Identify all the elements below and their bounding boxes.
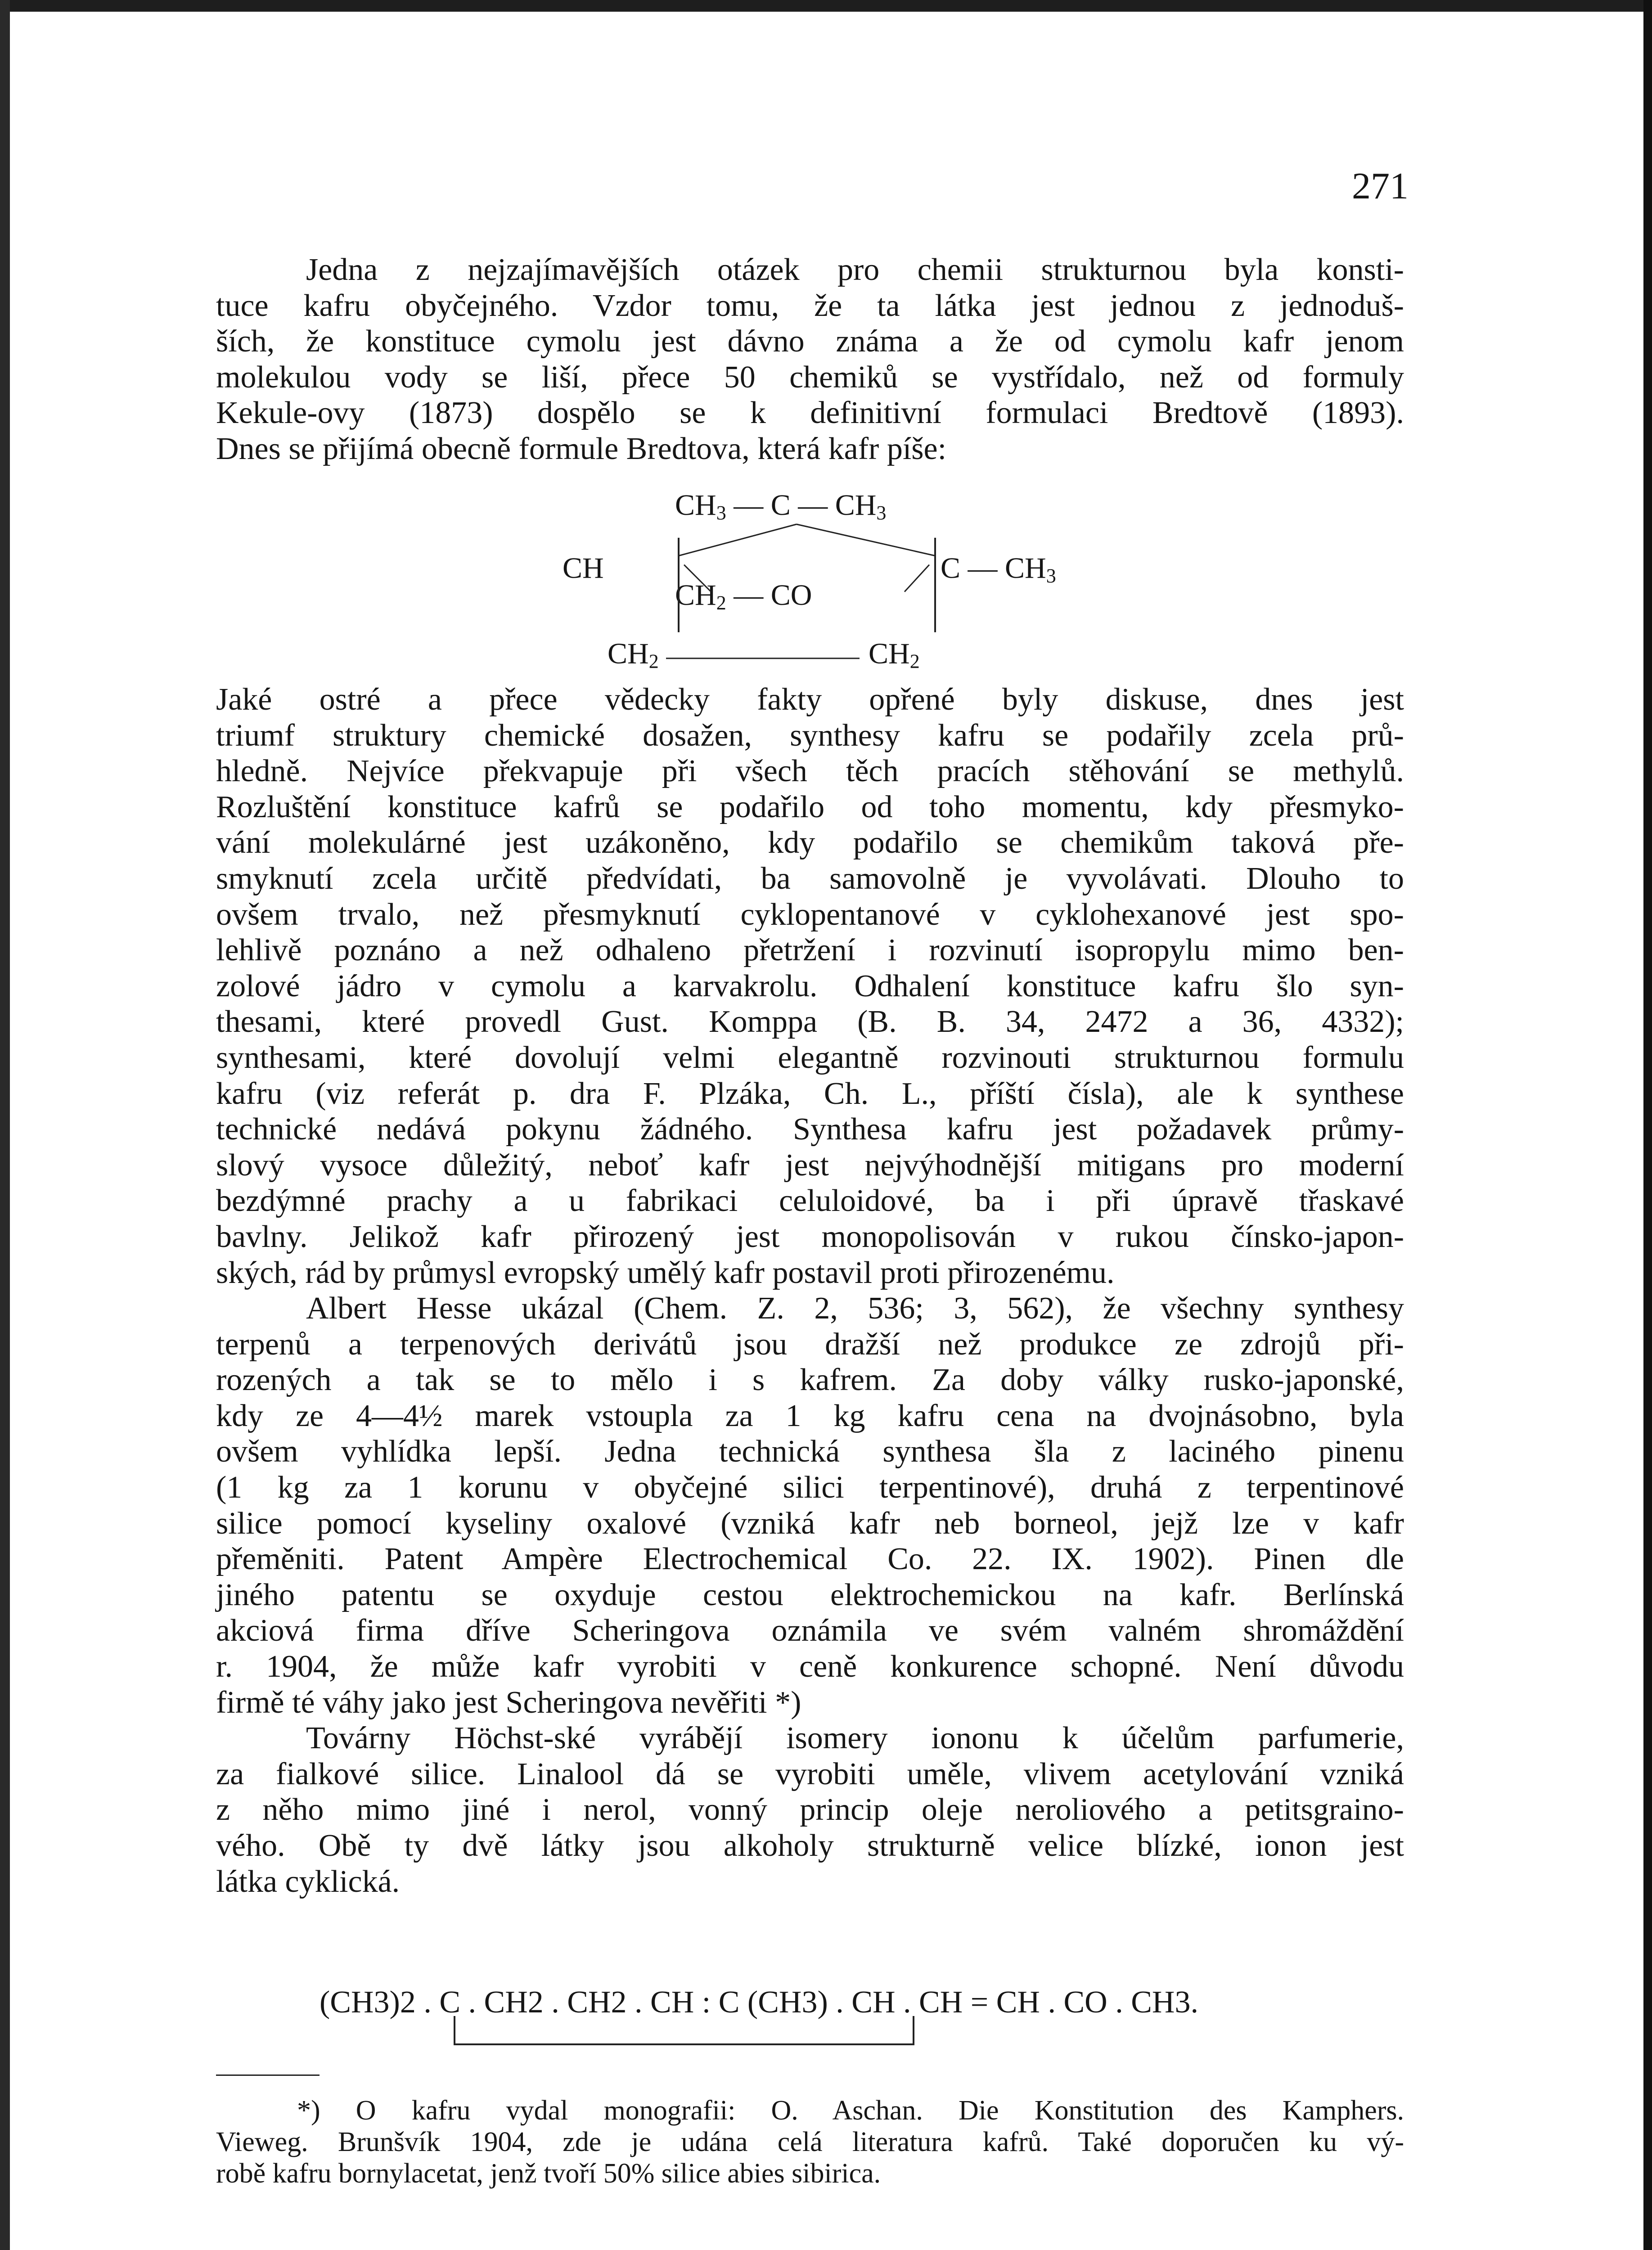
body-text-continued <box>216 682 1404 1899</box>
footnote-divider <box>216 2074 320 2076</box>
text-line: triumf struktury chemické dosažen, synthesy kafru se podařily zcela prů- <box>216 718 1404 753</box>
formula-bottom-left: $CH_2$ <box>608 637 659 672</box>
page-number: 271 <box>1352 165 1409 207</box>
paragraph-2 <box>216 682 1404 1291</box>
formula-bridge: $CH_2$ — CO <box>675 579 812 614</box>
formula-top: $CH_3$ — C — $CH_3$ <box>675 489 887 524</box>
scan-border-top <box>0 0 1652 12</box>
text-line: Vieweg. Brunšvík 1904, zde je udána celá literatura kafrů. Také doporučen ku vý- <box>216 2127 1404 2157</box>
text-line: Rozluštění konstituce kafrů se podařilo od toho momentu, kdy přesmyko- <box>216 789 1404 824</box>
text-line: kdy ze 4—4½ marek vstoupla za 1 kg kafru cena na dvojnásobno, byla <box>216 1398 1404 1433</box>
text-line: silice pomocí kyseliny oxalové (vzniká kafr neb borneol, jejž lze v kafr <box>216 1506 1404 1541</box>
body-text <box>216 252 1404 467</box>
text-line: rozených a tak se to mělo i s kafrem. Za doby války rusko-japonské, <box>216 1363 1404 1398</box>
formula-bottom-right: $CH_2$ <box>869 637 920 672</box>
text-line: lehlivě poznáno a než odhaleno přetržení i rozvinutí isopropylu mimo ben- <box>216 933 1404 968</box>
text-line: za fialkové silice. Linalool dá se vyrobiti uměle, vlivem acetylování vzniká <box>216 1756 1404 1791</box>
paragraph-3 <box>216 1291 1404 1720</box>
text-line: bezdýmné prachy a u fabrikaci celuloidové, ba i při úpravě třaskavé <box>216 1184 1404 1219</box>
text-line: Jedna z nejzajímavějších otázek pro chemii strukturnou byla konsti- <box>306 252 1404 287</box>
text-line: zolové jádro v cymolu a karvakrolu. Odhalení konstituce kafru šlo syn- <box>216 968 1404 1004</box>
text-line: látka cyklická. <box>216 1864 400 1899</box>
text-line: ovšem vyhlídka lepší. Jedna technická synthesa šla z laciného pinenu <box>216 1434 1404 1469</box>
text-line: vého. Obě ty dvě látky jsou alkoholy strukturně velice blízké, ionon jest <box>216 1828 1404 1863</box>
text-line: molekulou vody se liší, přece 50 chemiků se vystřídalo, než od formuly <box>216 360 1404 395</box>
text-line: (1 kg za 1 korunu v obyčejné silici terpentinové), druhá z terpentinové <box>216 1470 1404 1505</box>
text-line: technické nedává pokynu žádného. Synthesa kafru jest požadavek průmy- <box>216 1112 1404 1147</box>
text-line: hledně. Nejvíce překvapuje při všech těch pracích stěhování se methylů. <box>216 754 1404 789</box>
text-line: slový vysoce důležitý, neboť kafr jest nejvýhodnější mitigans pro moderní <box>216 1148 1404 1183</box>
linalool-formula: (CH3)2 . C . CH2 . CH2 . CH : C (CH3) . CH . CH = CH . CO . CH3. <box>320 1985 1198 2020</box>
footnote-paragraph <box>216 2095 1404 2189</box>
text-line: Jaké ostré a přece vědecky fakty opřené byly diskuse, dnes jest <box>216 682 1404 717</box>
text-line: *) O kafru vydal monografii: O. Aschan. Die Konstitution des Kamphers. <box>297 2095 1404 2126</box>
text-line: terpenů a terpenových derivátů jsou dražší než produkce ze zdrojů při- <box>216 1327 1404 1362</box>
text-line: ších, že konstituce cymolu jest dávno známa a že od cymolu kafr jenom <box>216 324 1404 359</box>
text-line: vání molekulárné jest uzákoněno, kdy podařilo se chemikům taková pře- <box>216 825 1404 860</box>
formula-right: C — $CH_3$ <box>941 552 1056 587</box>
text-line: Kekule-ovy (1873) dospělo se k definitivní formulaci Bredtově (1893). <box>216 396 1404 431</box>
text-line: přeměniti. Patent Ampère Electrochemical Co. 22. IX. 1902). Pinen dle <box>216 1542 1404 1577</box>
text-line: z něho mimo jiné i nerol, vonný princip oleje neroliového a petitsgraino- <box>216 1792 1404 1827</box>
scan-border-left <box>0 0 10 2250</box>
text-line: bavlny. Jelikož kafr přirozený jest monopolisován v rukou čínsko-japon- <box>216 1219 1404 1254</box>
paragraph-4 <box>216 1720 1404 1899</box>
text-line: Albert Hesse ukázal (Chem. Z. 2, 536; 3, 562), že všechny synthesy <box>306 1291 1404 1326</box>
footnote <box>216 2095 1404 2189</box>
formula-left-ch: CH <box>563 552 604 585</box>
scan-border-right <box>1643 0 1652 2250</box>
text-line: jiného patentu se oxyduje cestou elektrochemickou na kafr. Berlínská <box>216 1577 1404 1612</box>
text-line: Továrny Höchst-ské vyrábějí isomery iononu k účelům parfumerie, <box>306 1721 1404 1756</box>
text-line: robě kafru bornylacetat, jenž tvoří 50% silice abies sibirica. <box>216 2158 881 2189</box>
text-line: thesami, které provedl Gust. Komppa (B. B. 34, 2472 a 36, 4332); <box>216 1004 1404 1040</box>
text-line: kafru (viz referát p. dra F. Plzáka, Ch. L., příští čísla), ale k synthese <box>216 1076 1404 1111</box>
paragraph-1 <box>216 252 1404 467</box>
formula-bonds <box>563 488 1148 686</box>
text-line: ovšem trvalo, než přesmyknutí cyklopentanové v cyklohexanové jest spo- <box>216 897 1404 932</box>
text-line: smyknutí zcela určitě předvídati, ba samovolně je vyvolávati. Dlouho to <box>216 861 1404 896</box>
text-line: ských, rád by průmysl evropský umělý kafr postavil proti přirozenému. <box>216 1255 1115 1290</box>
text-line: akciová firma dříve Scheringova oznámila ve svém valném shromáždění <box>216 1613 1404 1648</box>
text-line: r. 1904, že může kafr vyrobiti v ceně konkurence schopné. Není důvodu <box>216 1649 1404 1684</box>
text-line: Dnes se přijímá obecně formule Bredtova, která kafr píše: <box>216 431 947 466</box>
text-line: tuce kafru obyčejného. Vzdor tomu, že ta látka jest jednou z jednoduš- <box>216 288 1404 323</box>
camphor-structural-formula <box>563 488 1148 686</box>
text-line: synthesami, které dovolují velmi elegantně rozvinouti strukturnou formulu <box>216 1040 1404 1075</box>
linalool-ring-bracket <box>450 2014 945 2054</box>
text-line: firmě té váhy jako jest Scheringova nevěřiti *) <box>216 1685 801 1720</box>
